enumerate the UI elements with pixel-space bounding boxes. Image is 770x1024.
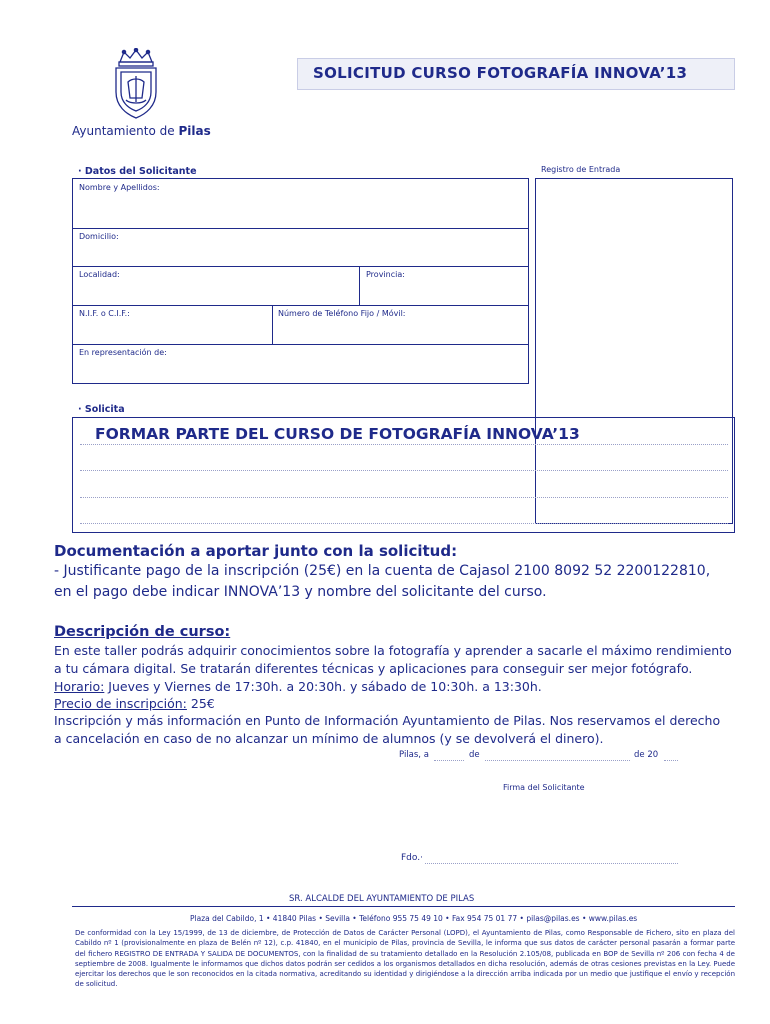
month-line	[485, 760, 630, 761]
precio-line: Precio de inscripción: 25€	[54, 696, 215, 711]
form-title: SOLICITUD CURSO FOTOGRAFÍA INNOVA’13	[313, 64, 688, 82]
descripcion-line: En este taller podrás adquirir conocimientos sobre la fotografía y aprender a sacarle el máximo rendimiento	[54, 643, 732, 658]
registro-entrada-label: Registro de Entrada	[541, 165, 621, 174]
telefono-field-label: Número de Teléfono Fijo / Móvil:	[278, 309, 406, 318]
footer-divider	[72, 906, 735, 907]
fdo-label: Fdo.·	[401, 853, 423, 863]
domicilio-field-label: Domicilio:	[79, 232, 119, 241]
section-datos-label: · Datos del Solicitante	[78, 166, 197, 177]
section-solicita-label: · Solicita	[78, 404, 125, 415]
de-label: de	[469, 750, 480, 760]
descripcion-line: a cancelación en caso de no alcanzar un mínimo de alumnos (y se devolverá el dinero).	[54, 731, 604, 746]
col-divider	[272, 305, 273, 344]
place-label: Pilas, a	[399, 750, 429, 760]
year-line	[664, 760, 678, 761]
nombre-field-label: Nombre y Apellidos:	[79, 183, 160, 192]
descripcion-line: Inscripción y más información en Punto de Información Ayuntamiento de Pilas. Nos reservamos el derecho	[54, 713, 721, 728]
recipient-label: SR. ALCALDE DEL AYUNTAMIENTO DE PILAS	[289, 894, 475, 904]
row-divider	[72, 344, 529, 345]
row-divider	[72, 266, 529, 267]
documentacion-line: en el pago debe indicar INNOVA’13 y nombre del solicitante del curso.	[54, 584, 547, 600]
fdo-line	[425, 863, 678, 864]
documentacion-title: Documentación a aportar junto con la solicitud:	[54, 542, 458, 560]
provincia-field-label: Provincia:	[366, 270, 405, 279]
row-divider	[72, 305, 529, 306]
horario-line: Horario: Jueves y Viernes de 17:30h. a 20:30h. y sábado de 10:30h. a 13:30h.	[54, 679, 542, 694]
firma-label: Firma del Solicitante	[503, 783, 585, 792]
legal-notice: De conformidad con la Ley 15/1999, de 13 de diciembre, de Protección de Datos de Carácter Personal (LOPD), el Ayuntamiento de Pilas, como Responsable de Fichero, sito en plaza del Cabildo nº 1 (provisionalmente en plaza de Belén nº 12), c.p. 41840, en el municipio de Pilas, provincia de Sevilla, le informa que sus datos de carácter personal pasarán a formar parte del fichero REGISTRO DE ENTRADA Y SALIDA DE DOCUMENTOS, con la finalidad de su tratamiento detallado en la Resolución 2.105/08, publicada en BOP de Sevilla nº 206 con fecha 4 de septiembre de 2008. Igualmente le informamos que dichos datos podrán ser cedidos a los organismos detallados en dicha resolución, además de otras cesiones previstas en la Ley. Puede ejercitar los derechos que le son reconocidos en la citada normativa, acreditando su identidad y dirigiéndose a la dirección arriba indicada por un medio que justifique el envío y recepción de solicitud.	[75, 929, 735, 989]
writing-line	[80, 523, 728, 524]
writing-line	[80, 497, 728, 498]
day-line	[434, 760, 464, 761]
address-line: Plaza del Cabildo, 1 • 41840 Pilas • Sevilla • Teléfono 955 75 49 10 • Fax 954 75 01 77 • pilas@pilas.es • www.pilas.es	[190, 914, 638, 923]
writing-line	[80, 444, 728, 445]
solicita-heading: FORMAR PARTE DEL CURSO DE FOTOGRAFÍA INNOVA’13	[95, 425, 580, 443]
year-label: de 20	[634, 750, 659, 760]
nif-field-label: N.I.F. o C.I.F.:	[79, 309, 130, 318]
col-divider	[359, 266, 360, 305]
localidad-field-label: Localidad:	[79, 270, 120, 279]
writing-line	[80, 470, 728, 471]
descripcion-line: a tu cámara digital. Se tratarán diferentes técnicas y aplicaciones para conseguir ser mejor fotógrafo.	[54, 661, 693, 676]
descripcion-title: Descripción de curso:	[54, 624, 231, 640]
coat-of-arms-logo	[108, 48, 164, 120]
row-divider	[72, 228, 529, 229]
documentacion-line: - Justificante pago de la inscripción (25€) en la cuenta de Cajasol 2100 8092 52 2200122810,	[54, 563, 711, 579]
representacion-field-label: En representación de:	[79, 348, 167, 357]
organization-name: Ayuntamiento de Pilas	[72, 124, 211, 138]
